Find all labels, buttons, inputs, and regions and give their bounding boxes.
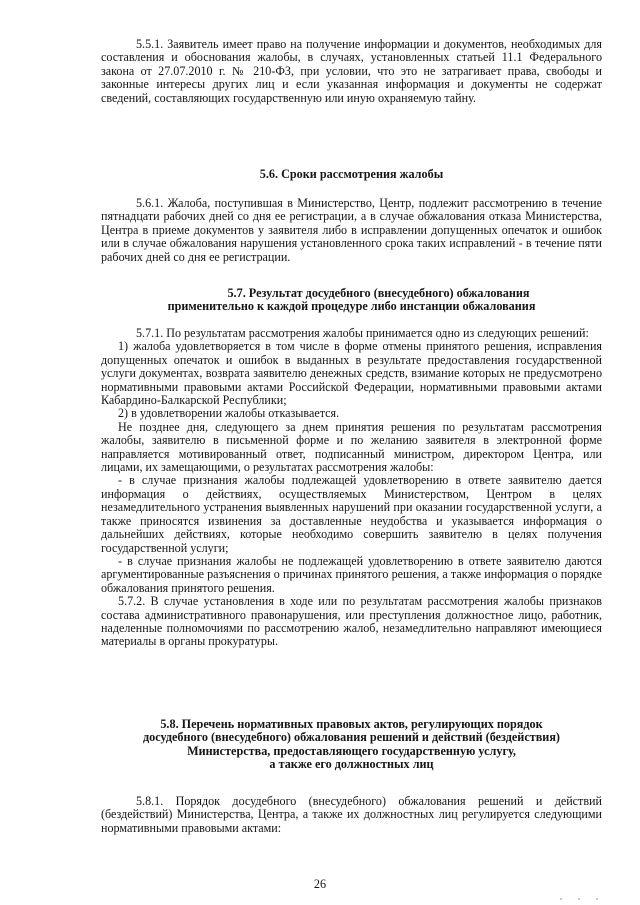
heading-5-6-text: 5.6. Сроки рассмотрения жалобы [259,167,444,181]
paragraph-5-7-1-item-2: 2) в удовлетворении жалобы отказывается. [118,406,340,421]
heading-5-8-line-1: 5.8. Перечень нормативных правовых актов, регулирующих порядок [160,717,543,731]
paragraph-5-8-1: 5.8.1. Порядок досудебного (внесудебного) обжалования решений и действий (бездействий) Министерства, Центра, а также их должностных лиц регулируется следующими нормативными правовыми актами: [101,794,602,835]
page-number: 26 [313,877,327,891]
section-5-6-text [101,197,602,264]
paragraph-5-7-1: 5.7.1. По результатам рассмотрения жалобы принимается одно из следующих решений: [136,326,589,340]
heading-5-7-line-2: применительно к каждой процедуре либо инстанции обжалования [167,299,536,314]
paragraph-5-7-2: 5.7.2. В случае установления в ходе или по результатам рассмотрения жалобы признаков состава административного правонарушения, или преступления должностное лицо, работник, наделенные полномочиями по рассмотрению жалоб, незамедлительно направляют имеющиеся материалы в органы прокуратуры. [101,594,602,649]
paragraph-5-7-satisfied: - в случае признания жалобы подлежащей удовлетворению в ответе заявителю дается информация о действиях, осуществляемых Министерством, Центром в целях незамедлительного устранения выявленных нарушений при оказании государственной услуги, а также приносятся извинения за доставленные неудобства и указывается информация о дальнейших действиях, которые необходимо совершить заявителю в целях получения государственной услуги; [101,473,602,555]
scan-speck [560,898,562,900]
heading-5-6 [101,168,602,181]
heading-5-8 [101,718,602,772]
heading-5-8-line-4: а также его должностных лиц [269,757,434,772]
section-5-5-text [101,38,602,105]
paragraph-5-5-1: 5.5.1. Заявитель имеет право на получение информации и документов, необходимых для составления и обоснования жалобы, в случаях, установленных статьей 11.1 Федерального закона от 27.07.2010 г. № 210-ФЗ, при условии, что это не затрагивает права, свободы и законные интересы других лиц и если указанная информация и документы не содержат сведений, составляющих государственную или иную охраняемую тайну. [101,37,602,105]
scan-speck [596,898,598,900]
scan-speck [578,898,580,900]
paragraph-5-7-response: Не позднее дня, следующего за днем принятия решения по результатам рассмотрения жалобы, заявителю в письменной форме и по желанию заявителя в электронной форме направляется мотивированный ответ, подписанный министром, директором Центра, или лицами, их замещающими, о результатах рассмотрения жалобы: [101,419,602,475]
section-5-8-text [101,795,602,835]
heading-5-7-line-1: 5.7. Результат досудебного (внесудебного) обжалования [227,286,530,300]
paragraph-5-7-1-item-1: 1) жалоба удовлетворяется в том числе в форме отмены принятого решения, исправления допущенных опечаток и ошибок в выданных в результате предоставления государственной услуги документах, возврата заявителю денежных средств, взимание которых не предусмотрено нормативными правовыми актами Российской Федерации, нормативными правовыми актами Кабардино-Балкарской Республики; [101,339,602,408]
heading-5-7 [101,287,602,314]
section-5-7-text [101,327,602,649]
paragraph-5-7-rejected: - в случае признания жалобы не подлежащей удовлетворению в ответе заявителю даются аргументированные разъяснения о причинах принятого решения, а также информация о порядке обжалования принятого решения. [101,553,602,595]
heading-5-8-line-3: Министерства, предоставляющего государственную услугу, [187,743,516,758]
heading-5-8-line-2: досудебного (внесудебного) обжалования решений и действий (бездействия) [143,730,560,745]
paragraph-5-6-1: 5.6.1. Жалоба, поступившая в Министерство, Центр, подлежит рассмотрению в течение пятнадцати рабочих дней со дня ее регистрации, а в случае обжалования отказа Министерства, Центра в приеме документов у заявителя либо в исправлении допущенных опечаток и ошибок или в случае обжалования нарушения установленного срока таких исправлений - в течение пяти рабочих дней со дня ее регистрации. [101,196,602,264]
